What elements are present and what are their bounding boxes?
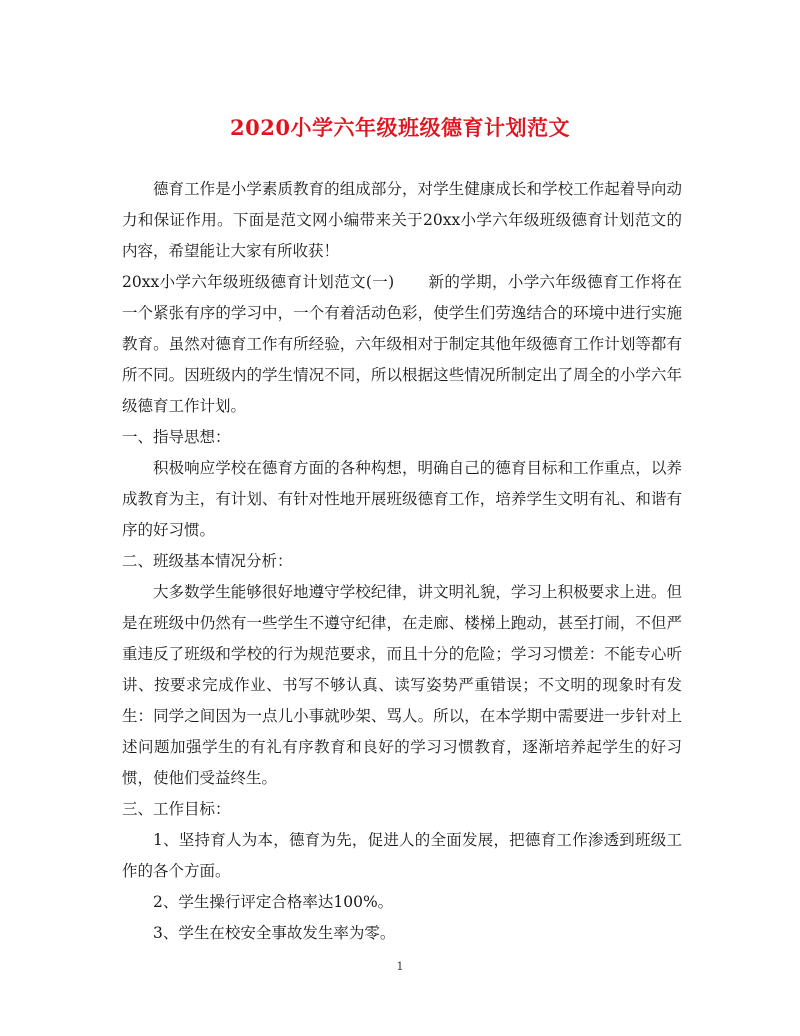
goal-item-2: 2、学生操行评定合格率达100%。 bbox=[153, 893, 394, 911]
heading-work-goals: 三、工作目标： bbox=[122, 800, 231, 818]
heading-class-analysis: 二、班级基本情况分析： bbox=[122, 552, 293, 570]
heading-guiding-thought: 一、指导思想： bbox=[122, 428, 231, 446]
goal-item-3: 3、学生在校安全事故发生率为零。 bbox=[153, 924, 396, 942]
analysis-paragraph: 大多数学生能够很好地遵守学校纪律，讲文明礼貌，学习上积极要求上进。但是在班级中仍然有一些学生不遵守纪律，在走廊、楼梯上跑动，甚至打闹，不但严重违反了班级和学校的行为规范要求，而且十分的危险；学习习惯差：不能专心听讲、按要求完成作业、书写不够认真、读写姿势严重错误；不文明的现象时有发生：同学之间因为一点儿小事就吵架、骂人。所以，在本学期中需要进一步针对上述问题加强学生的有礼有序教育和良好的学习习惯教育，逐渐培养起学生的好习惯，使他们受益终生。 bbox=[122, 583, 682, 787]
document-title: 2020小学六年级班级德育计划范文 bbox=[230, 115, 570, 140]
goal-item-1: 1、坚持育人为本，德育为先，促进人的全面发展，把德育工作渗透到班级工作的各个方面。 bbox=[122, 831, 682, 880]
intro-paragraph: 德育工作是小学素质教育的组成部分，对学生健康成长和学校工作起着导向动力和保证作用。下面是范文网小编带来关于20xx小学六年级班级德育计划范文的内容，希望能让大家有所收获！ bbox=[122, 180, 682, 260]
page-number: 1 bbox=[396, 960, 404, 973]
section-paragraph bbox=[122, 267, 682, 422]
section-opening: 新的学期，小学六年级德育工作将在一个紧张有序的学习中，一个有着活动色彩，使学生们劳逸结合的环境中进行实施教育。虽然对德育工作有所经验，六年级相对于制定其他年级德育工作计划等都有所不同。因班级内的学生情况不同，所以根据这些情况所制定出了周全的小学六年级德育工作计划。 bbox=[122, 273, 682, 415]
section-label: 20xx小学六年级班级德育计划范文(一) bbox=[122, 273, 395, 291]
document-body bbox=[122, 174, 682, 949]
guiding-paragraph: 积极响应学校在德育方面的各种构想，明确自己的德育目标和工作重点，以养成教育为主，有计划、有针对性地开展班级德育工作，培养学生文明有礼、和谐有序的好习惯。 bbox=[122, 459, 682, 539]
